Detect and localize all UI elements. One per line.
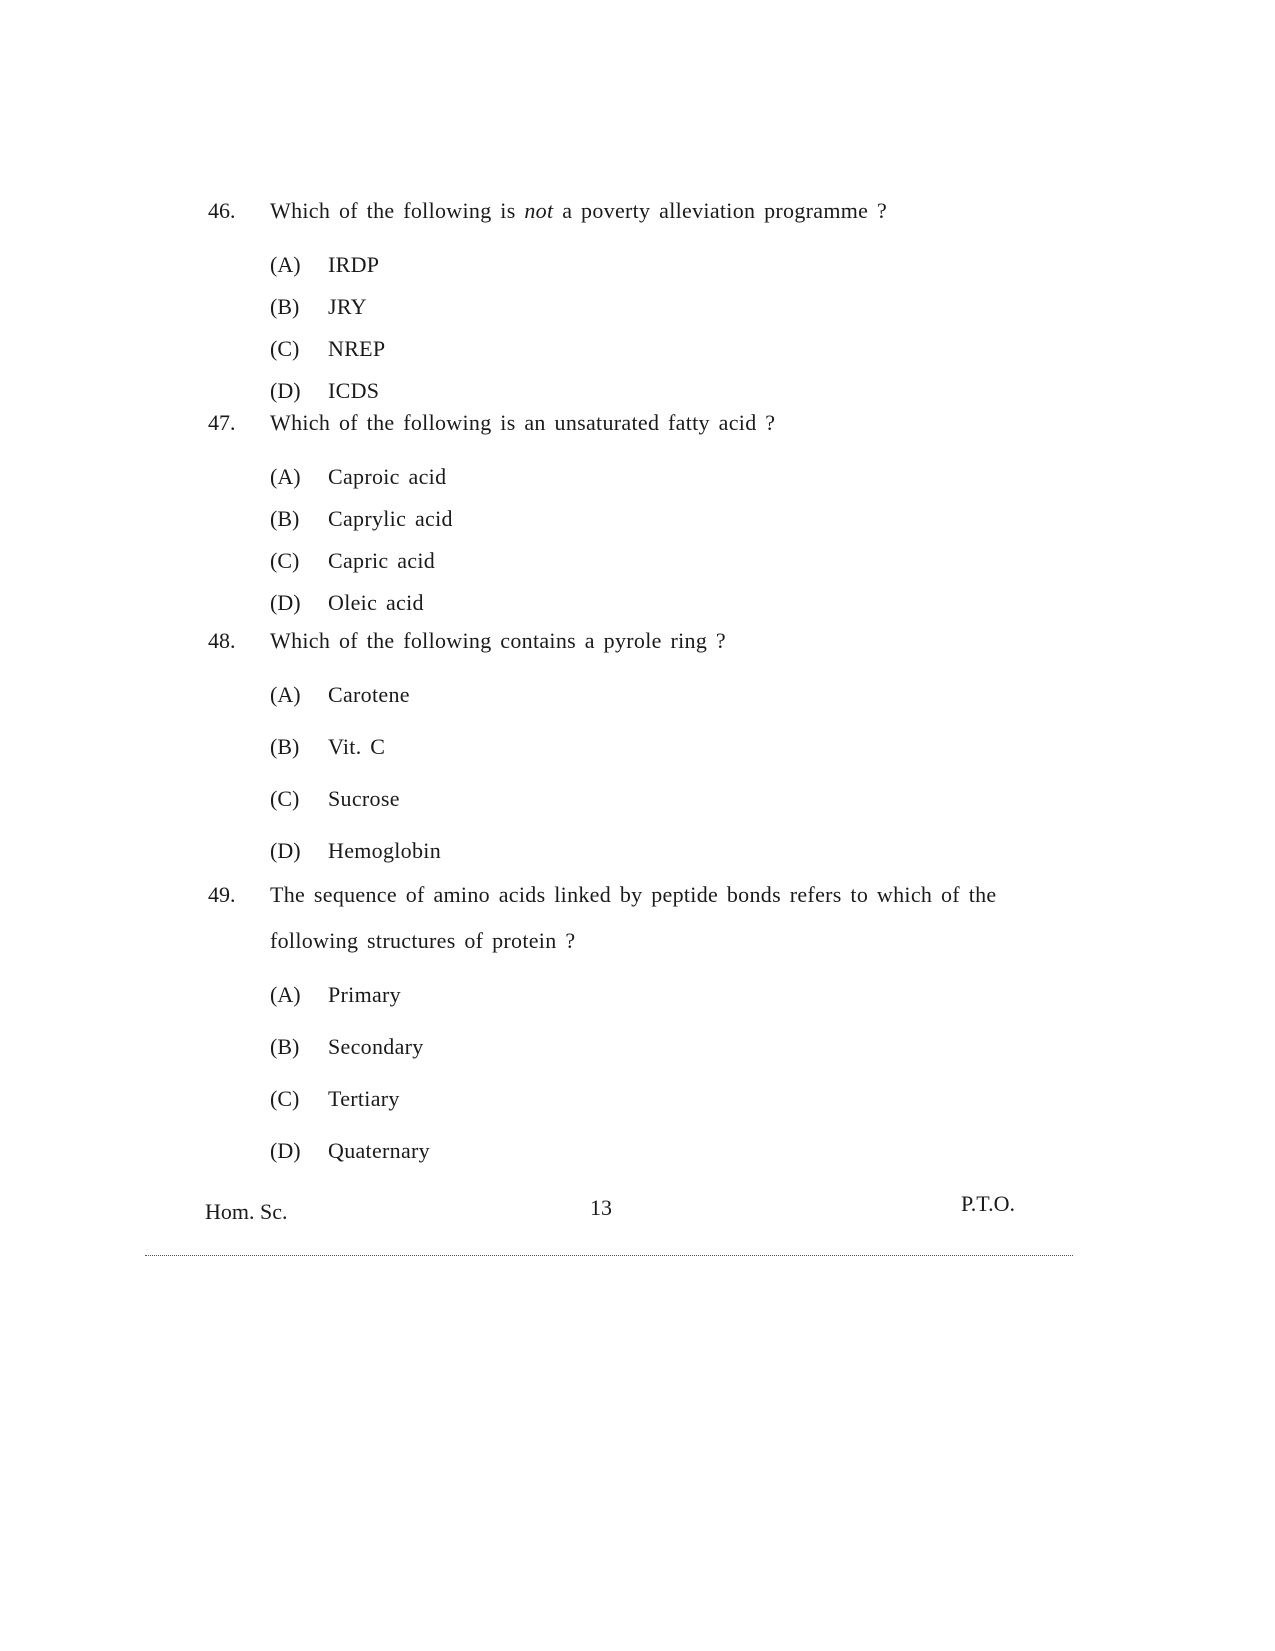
subject-code: Hom. Sc.	[205, 1199, 288, 1224]
question-text-emphasis: not	[524, 198, 554, 223]
option-text: IRDP	[328, 252, 380, 277]
option-text: Secondary	[328, 1034, 424, 1059]
option-text: Oleic acid	[328, 590, 424, 615]
question-text: The sequence of amino acids linked by peptide bonds refers to which of the following structures of protein ?	[270, 882, 997, 953]
question-stem	[208, 872, 1088, 964]
option-c	[270, 1084, 1088, 1114]
question-text: Which of the following contains a pyrole ring ?	[270, 628, 726, 653]
option-text: Caproic acid	[328, 464, 447, 489]
option-c	[270, 546, 1088, 576]
please-turn-over: P.T.O.	[961, 1191, 1015, 1216]
option-letter: (D)	[270, 838, 301, 863]
question-49	[208, 872, 1088, 1182]
option-letter: (D)	[270, 378, 301, 403]
option-letter: (B)	[270, 734, 300, 759]
question-46	[208, 188, 1088, 422]
question-text-end: a poverty alleviation programme ?	[553, 198, 888, 223]
option-letter: (C)	[270, 786, 300, 811]
options-list	[270, 680, 1088, 866]
question-48	[208, 618, 1088, 882]
question-stem	[208, 188, 1088, 234]
page-number: 13	[590, 1195, 612, 1220]
question-stem	[208, 400, 1088, 446]
question-text: Which of the following is an unsaturated fatty acid ?	[270, 410, 776, 435]
option-text: Tertiary	[328, 1086, 400, 1111]
option-letter: (C)	[270, 336, 300, 361]
page-footer	[205, 1191, 1015, 1229]
option-letter: (C)	[270, 1086, 300, 1111]
question-text	[270, 188, 1088, 234]
option-text: NREP	[328, 336, 386, 361]
option-c	[270, 784, 1088, 814]
option-letter: (C)	[270, 548, 300, 573]
options-list	[270, 250, 1088, 406]
question-text-start: Which of the following is	[270, 198, 525, 223]
option-letter: (B)	[270, 506, 300, 531]
options-list	[270, 980, 1088, 1166]
option-letter: (D)	[270, 590, 301, 615]
option-b	[270, 1032, 1088, 1062]
option-text: Caprylic acid	[328, 506, 453, 531]
option-letter: (A)	[270, 464, 301, 489]
option-letter: (A)	[270, 682, 301, 707]
option-letter: (D)	[270, 1138, 301, 1163]
option-a	[270, 980, 1088, 1010]
question-number: 48.	[208, 628, 236, 653]
option-text: Hemoglobin	[328, 838, 441, 863]
option-text: Sucrose	[328, 786, 400, 811]
question-number: 49.	[208, 882, 236, 907]
option-c	[270, 334, 1088, 364]
option-a	[270, 250, 1088, 280]
option-a	[270, 462, 1088, 492]
option-d	[270, 588, 1088, 618]
option-b	[270, 292, 1088, 322]
question-number: 47.	[208, 410, 236, 435]
question-stem	[208, 618, 1088, 664]
options-list	[270, 462, 1088, 618]
option-text: JRY	[328, 294, 367, 319]
option-text: Vit. C	[328, 734, 386, 759]
option-a	[270, 680, 1088, 710]
option-letter: (B)	[270, 1034, 300, 1059]
option-b	[270, 732, 1088, 762]
question-47	[208, 400, 1088, 634]
option-letter: (B)	[270, 294, 300, 319]
option-text: Carotene	[328, 682, 410, 707]
option-d	[270, 836, 1088, 866]
dotted-divider	[145, 1255, 1073, 1256]
option-text: Primary	[328, 982, 401, 1007]
question-number: 46.	[208, 198, 236, 223]
option-b	[270, 504, 1088, 534]
option-text: Quaternary	[328, 1138, 430, 1163]
option-letter: (A)	[270, 982, 301, 1007]
option-letter: (A)	[270, 252, 301, 277]
option-text: Capric acid	[328, 548, 436, 573]
option-d	[270, 1136, 1088, 1166]
option-text: ICDS	[328, 378, 380, 403]
